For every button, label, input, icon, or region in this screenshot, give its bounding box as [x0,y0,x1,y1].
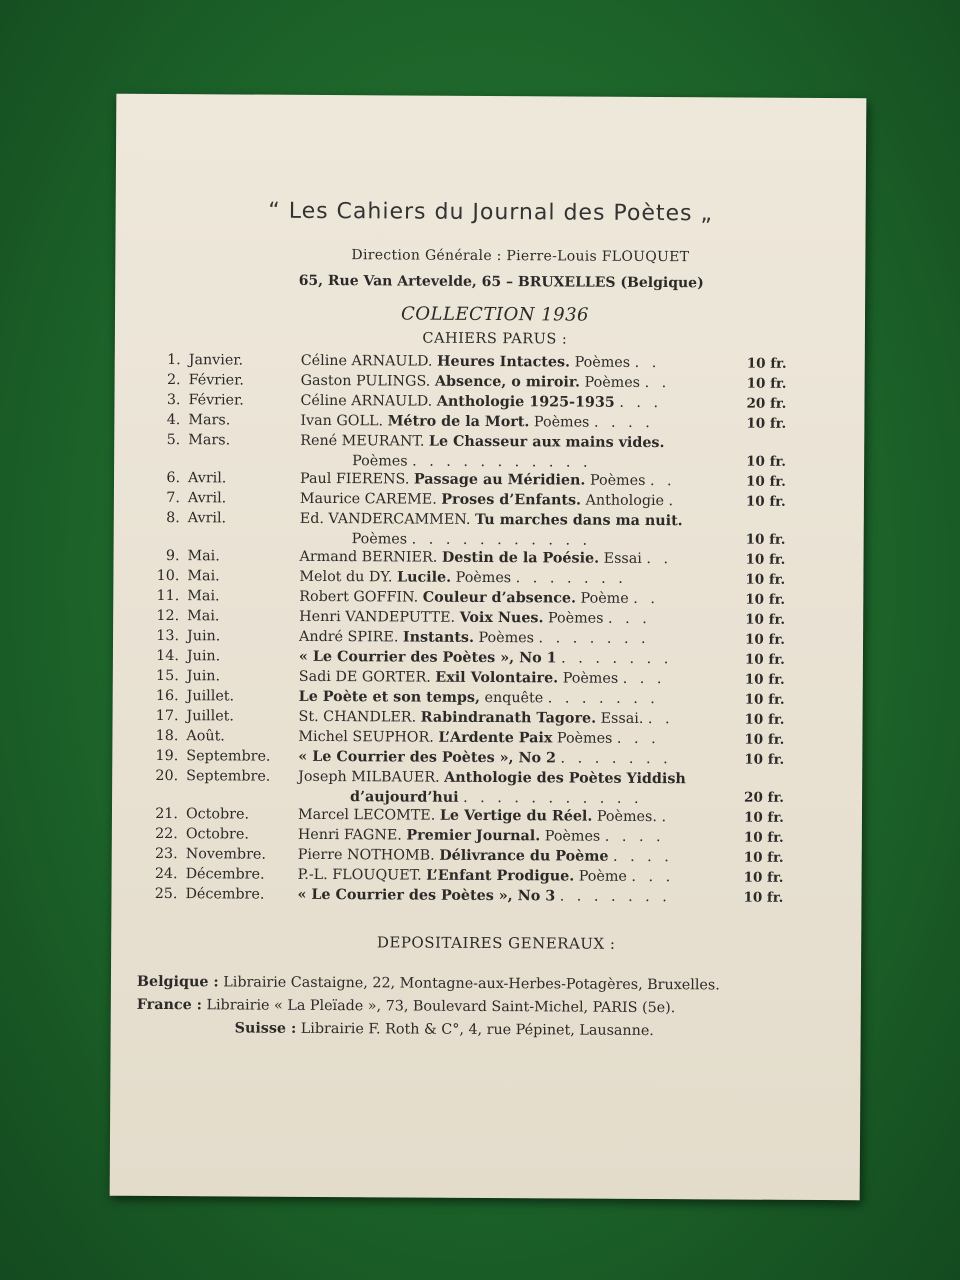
entry-number: 1. [167,352,181,369]
entry-number: 14. [156,647,179,665]
entry-genre: Anthologie [585,492,665,510]
entry-title: Destin de la Poésie. [441,549,600,567]
entry-title: Voix Nues. [459,609,544,627]
depositaire-france [137,997,676,1016]
entry-price: 10 fr. [744,711,785,728]
entry-number: 16. [155,687,179,705]
leader-dots: . . . [622,670,666,688]
entry-title: Instants. [402,629,475,646]
entry-title: Métro de la Mort. [387,413,530,431]
entry-text [300,431,776,474]
leader-dots: . . . . . . . [561,650,673,668]
leader-dots: . . . . . . . [538,630,650,647]
entry-author: Sadi DE GORTER. [298,668,431,686]
entry-price: 10 fr. [745,611,786,628]
entry-price: 10 fr. [745,631,785,648]
list-item [112,766,862,809]
entry-price: 10 fr. [746,453,787,470]
entry-genre: Poèmes [584,374,641,391]
entry-month: Décembre. [185,866,265,883]
entry-title: Exil Volontaire. [435,669,559,687]
depositaire-belgique [137,974,720,994]
entry-number: 4. [166,412,181,429]
list-item [114,508,864,551]
entry-price: 10 fr. [746,355,787,372]
entry-number: 22. [155,825,178,843]
entry-price: 10 fr. [743,809,784,826]
entry-genre: Poèmes [352,453,408,470]
leader-dots: . [661,809,671,826]
entry-month: Mai. [187,568,220,585]
entry-month: Février. [188,372,245,389]
entry-month: Octobre. [185,826,249,843]
entry-genre: Poème [580,590,629,607]
entry-author: St. CHANDLER. [298,708,417,726]
entry-genre: Poèmes. [596,808,657,826]
entry-month: Mai. [187,548,220,565]
depositaire-text: Librairie « La Pleïade », 73, Boulevard Saint-Michel, PARIS (5e). [206,997,676,1017]
entry-genre: Poème [578,868,627,885]
entry-number: 11. [156,587,180,605]
entry-title: Couleur d’absence. [422,589,577,607]
entry-genre: Poèmes [544,828,601,845]
entry-month: Janvier. [188,352,244,369]
leader-dots: . . . . . . . . . . . [412,453,592,471]
depositaire-label: Belgique : [136,973,219,991]
entry-title: L’Ardente Paix [438,729,553,747]
entry-author: P.-L. FLOUQUET. [297,866,422,884]
entry-price: 10 fr. [744,731,785,748]
catalog-page [110,94,867,1201]
entry-title: « Le Courrier des Poètes », No 2 [298,748,557,767]
entry-price: 10 fr. [744,751,785,768]
entry-price: 10 fr. [745,591,786,608]
leader-dots: . . . . . . . . . . . [411,531,592,549]
entry-number: 20. [155,767,179,785]
leader-dots: . . . . . . . . . . . [463,789,643,807]
entry-genre: Poèmes [562,670,619,687]
entry-author: Gaston PULINGS. [300,372,431,390]
entry-author: Ed. VANDERCAMMEN. [299,510,471,528]
entry-month: Mars. [188,432,231,449]
entry-genre: Poèmes [589,472,646,489]
entry-price: 10 fr. [743,889,784,906]
leader-dots: . . . . [612,848,673,866]
entry-title: Absence, o miroir. [434,373,581,391]
entry-number: 13. [156,627,180,645]
entry-genre: Poèmes [533,414,590,431]
list-item [114,430,864,473]
entry-number: 5. [166,432,181,449]
entry-month: Novembre. [185,846,266,863]
entry-number: 12. [156,607,180,625]
entry-month: Juin. [186,648,221,665]
entry-author: Céline ARNAULD. [300,352,433,370]
entry-author: Paul FIERENS. [299,470,410,488]
entry-month: Septembre. [186,748,271,765]
entry-author: André SPIRE. [299,628,399,646]
address-line: 65, Rue Van Artevelde, 65 – BRUXELLES (Belgique) [298,272,704,292]
journal-title: “ Les Cahiers du Journal des Poètes „ [268,198,714,227]
leader-dots: . . . [608,610,651,627]
entry-author: Robert GOFFIN. [299,588,419,606]
entry-number: 3. [166,392,181,409]
entry-month: Février. [188,392,244,409]
entry-price: 10 fr. [745,551,786,568]
leader-dots: . . [633,590,659,608]
entry-author: René MEURANT. [300,432,425,450]
entry-number: 6. [166,470,181,487]
entry-price: 20 fr. [744,789,785,806]
entry-month: Octobre. [185,806,250,823]
entry-price: 10 fr. [746,375,787,392]
entry-number: 21. [155,805,179,823]
leader-dots: . [668,493,678,510]
entry-genre: Poèmes [478,629,535,647]
entry-genre: Poèmes [455,569,512,587]
entry-month: Août. [186,728,225,745]
entry-title: Anthologie 1925-1935 [436,393,615,411]
leader-dots: . . . [631,868,675,886]
entry-title: Premier Journal. [406,827,541,845]
entry-author: Ivan GOLL. [300,412,384,430]
entry-number: 10. [156,567,180,585]
entry-price: 10 fr. [745,473,786,490]
entry-text [298,767,774,810]
entry-author: Henri VANDEPUTTE. [299,608,456,626]
entry-number: 23. [154,845,178,863]
leader-dots: . . . . . . . [547,690,659,708]
entry-price: 10 fr. [745,571,786,588]
entry-title: Tu marches dans ma nuit. [474,511,683,530]
entry-month: Avril. [187,490,227,507]
leader-dots: . . . . . . . [560,750,672,768]
entry-month: Septembre. [186,768,271,785]
entry-price: 10 fr. [743,849,784,866]
entry-price: 10 fr. [746,415,787,432]
entry-number: 17. [155,707,179,725]
entry-title: Passage au Méridien. [413,471,586,489]
entry-month: Juillet. [186,708,235,725]
leader-dots: . . [647,710,674,728]
entry-month: Décembre. [185,886,265,903]
list-item [111,884,861,909]
depositaires-heading: DEPOSITAIRES GENERAUX : [376,933,616,953]
cahiers-subheading: CAHIERS PARUS : [422,330,568,348]
entry-title: Anthologie des Poètes Yiddish [444,769,686,788]
entry-number: 15. [156,667,179,685]
entry-month: Juillet. [186,688,235,705]
entry-title: L’Enfant Prodigue. [426,867,575,885]
entry-month: Avril. [187,470,227,487]
depositaire-label: Suisse : [234,1020,297,1037]
entry-author: Marcel LECOMTE. [297,806,436,824]
leader-dots: . . . . . . . [559,888,671,906]
entry-price: 10 fr. [743,869,784,886]
entry-author: Pierre NOTHOMB. [297,846,435,864]
leader-dots: . . [646,550,673,568]
entry-number: 25. [154,885,178,903]
entry-price: 10 fr. [745,531,786,548]
entry-title-continued: d’aujourd’hui [350,789,459,806]
entry-number: 24. [154,865,178,883]
entry-author: Joseph MILBAUER. [298,768,440,786]
leader-dots: . . . . [604,828,665,846]
entry-price: 10 fr. [745,493,786,510]
entry-month: Mai. [187,608,220,625]
direction-line: Direction Générale : Pierre-Louis FLOUQUET [351,247,690,266]
entry-title: Rabindranath Tagore. [420,709,597,727]
depositaire-text: Librairie F. Roth & C°, 4, rue Pépinet, Lausanne. [300,1020,654,1040]
entry-month: Avril. [187,510,227,527]
entry-month: Mars. [188,412,231,429]
entry-text [300,509,776,552]
entry-author: Armand BERNIER. [299,548,438,566]
depositaire-suisse [235,1020,654,1039]
leader-dots: . . . . [593,414,654,432]
entry-number: 2. [166,372,181,389]
cahiers-list [111,350,864,909]
entry-title: « Le Courrier des Poètes », No 1 [298,648,557,667]
entry-month: Juin. [186,668,221,685]
collection-heading: COLLECTION 1936 [400,303,590,326]
entry-number: 9. [165,548,180,565]
entry-price: 10 fr. [744,691,785,708]
entry-title: Lucile. [396,569,452,586]
entry-title: Proses d’Enfants. [441,491,582,509]
entry-genre: Essai. [600,710,644,727]
entry-title: Le Vertige du Réel. [439,807,593,825]
entry-genre: Poèmes [574,354,631,371]
depositaire-text: Librairie Castaigne, 22, Montagne-aux-Herbes-Potagères, Bruxelles. [223,974,720,994]
entry-price: 10 fr. [744,671,785,688]
entry-genre: Poèmes [547,610,604,627]
entry-author: Michel SEUPHOR. [298,728,434,746]
entry-author: Henri FAGNE. [297,826,402,844]
leader-dots: . . . . . . . [515,570,627,587]
leader-dots: . . [644,374,671,392]
entry-title: Le Poète et son temps, [298,688,481,706]
leader-dots: . . . [619,394,663,412]
entry-price: 10 fr. [743,829,784,846]
leader-dots: . . . [616,730,660,748]
entry-genre: enquête [484,689,544,707]
entry-author: Maurice CAREME. [299,490,437,508]
entry-author: Céline ARNAULD. [300,392,433,410]
depositaire-label: France : [136,996,203,1014]
entry-genre: Poèmes [556,730,613,747]
entry-text [297,885,773,908]
entry-genre: Poèmes [351,531,408,548]
leader-dots: . . [649,472,676,490]
leader-dots: . . [634,354,661,372]
entry-title: Délivrance du Poème [439,847,609,865]
entry-month: Mai. [187,588,220,605]
entry-price: 20 fr. [746,395,787,412]
entry-title: Heures Intactes. [436,353,571,371]
entry-genre: Essai [603,550,642,567]
entry-author: Melot du DY. [299,568,393,586]
entry-title: « Le Courrier des Poètes », No 3 [297,886,556,905]
entry-number: 7. [166,490,180,507]
entry-number: 18. [155,727,179,745]
entry-number: 19. [155,747,179,765]
entry-price: 10 fr. [744,651,785,668]
entry-title: Le Chasseur aux mains vides. [428,433,665,452]
entry-number: 8. [166,510,180,527]
entry-month: Juin. [187,628,221,645]
